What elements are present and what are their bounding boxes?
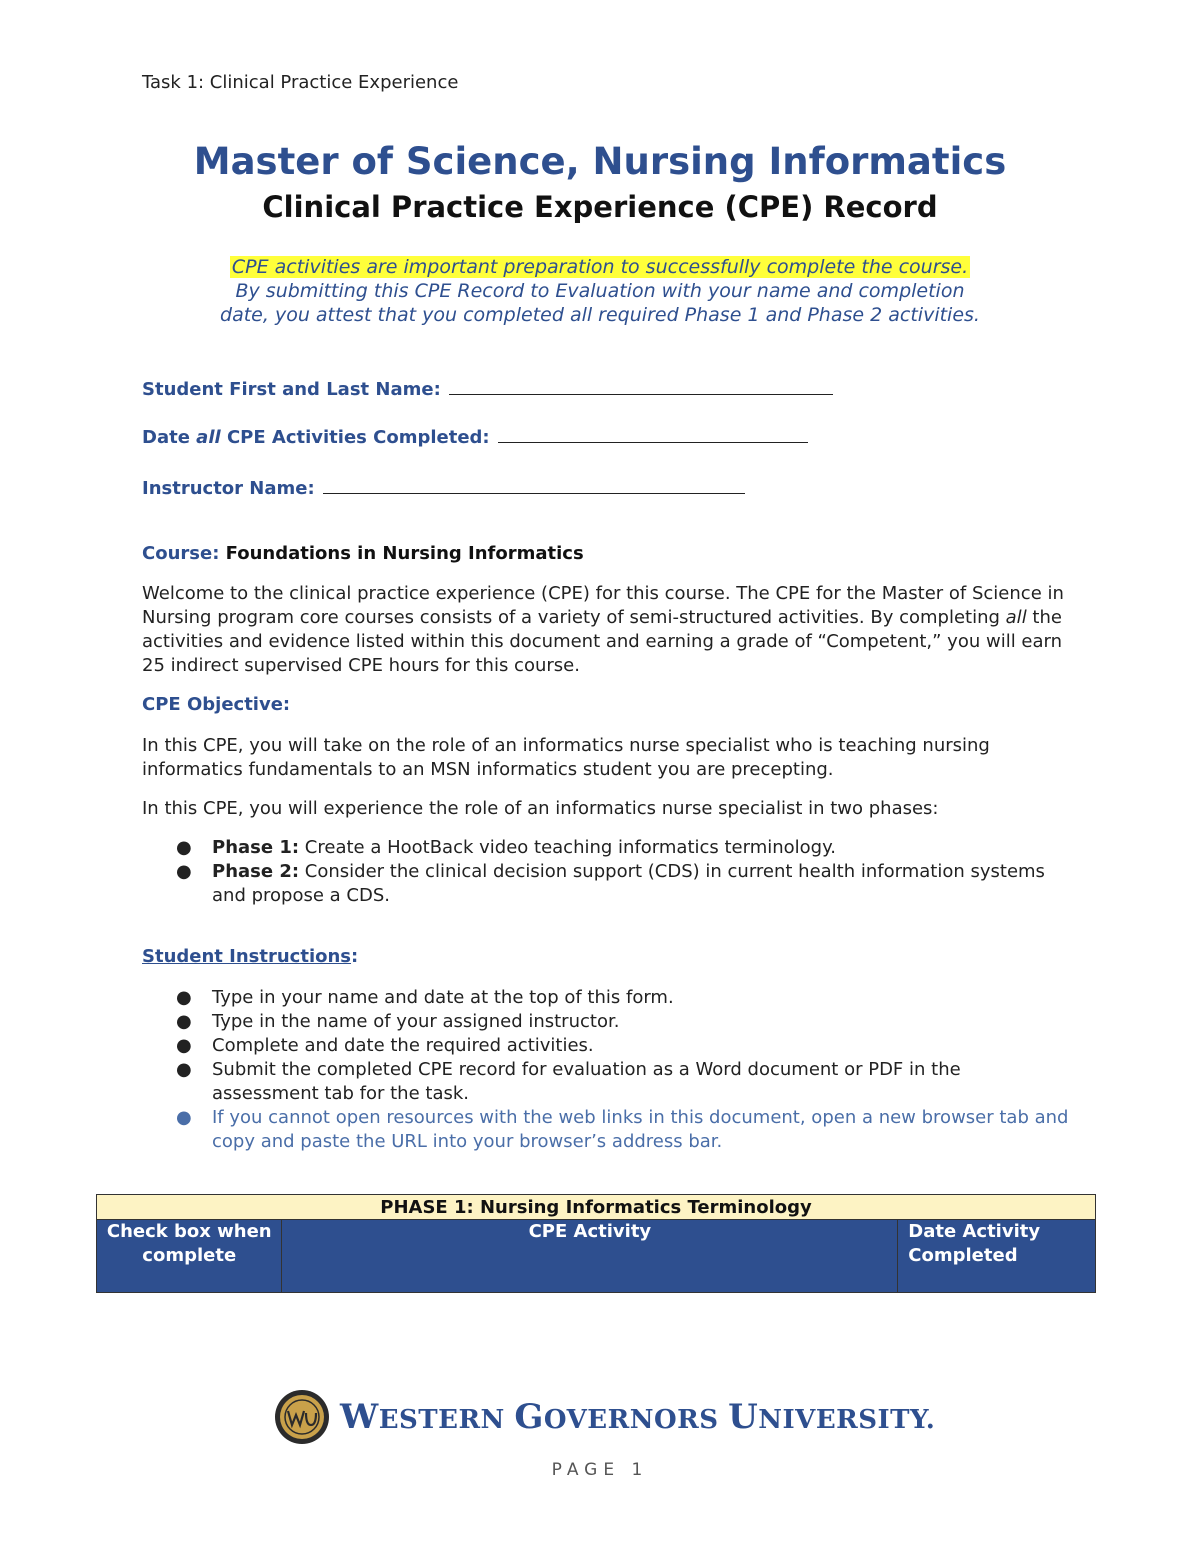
welcome-text-1: Welcome to the clinical practice experience (CPE) for this course. The CPE for the Master of Science in Nursing program core courses consists of a variety of semi-structured activities. By completing [142, 583, 1064, 628]
wgu-logo [274, 1389, 934, 1447]
phase-list-item [170, 860, 1070, 908]
completion-date-label-pre: Date [142, 427, 197, 448]
instructor-name-label: Instructor Name: [142, 478, 315, 499]
table-header-row [97, 1220, 1096, 1293]
course-value: Foundations in Nursing Informatics [219, 543, 584, 564]
course-line [142, 543, 584, 564]
notice-line-1 [0, 256, 1200, 278]
list-item [170, 1034, 1070, 1058]
bullet-icon: ● [176, 837, 192, 858]
instruction-text: If you cannot open resources with the web links in this document, open a new browser tab and copy and paste the URL into your browser’s address bar. [212, 1107, 1069, 1152]
bullet-icon: ● [176, 861, 192, 882]
welcome-paragraph [142, 582, 1072, 678]
completion-date-field [142, 427, 808, 448]
phase-title-cell: PHASE 1: Nursing Informatics Terminology [97, 1195, 1096, 1220]
objective-paragraph-2: In this CPE, you will experience the role of an informatics nurse specialist in two phases: [142, 798, 939, 819]
completion-date-label-post: CPE Activities Completed: [220, 427, 490, 448]
student-name-label: Student First and Last Name: [142, 379, 441, 400]
header-task-label: Task 1: Clinical Practice Experience [142, 72, 459, 93]
completion-date-input-line[interactable] [498, 428, 808, 443]
phase-list [170, 836, 1070, 908]
bullet-icon: ● [176, 1035, 192, 1056]
student-name-field [142, 379, 833, 400]
header-date-column: Date Activity Completed [898, 1220, 1096, 1293]
wgu-wordmark: WESTERN GOVERNORS UNIVERSITY. [340, 1397, 936, 1437]
instruction-text: Submit the completed CPE record for evaluation as a Word document or PDF in the assessment tab for the task. [212, 1059, 961, 1104]
document-subtitle: Clinical Practice Experience (CPE) Record [262, 190, 938, 224]
phase-1-table [96, 1194, 1096, 1293]
course-label: Course: [142, 543, 220, 564]
bullet-icon: ● [176, 1107, 192, 1128]
bullet-icon: ● [176, 987, 192, 1008]
instructions-heading [142, 946, 358, 967]
student-name-input-line[interactable] [449, 380, 833, 395]
phase-label: Phase 1: [212, 837, 300, 858]
instruction-text: Type in your name and date at the top of this form. [212, 987, 674, 1008]
phase-label: Phase 2: [212, 861, 300, 882]
objective-heading: CPE Objective: [142, 694, 291, 715]
phase-list-item [170, 836, 1070, 860]
instruction-text: Complete and date the required activities. [212, 1035, 594, 1056]
welcome-text-2: the activities and evidence listed within this document and earning a grade of “Competent,” you will earn 25 indirect supervised CPE hours for this course. [142, 607, 1063, 676]
notice-line-3: date, you attest that you completed all required Phase 1 and Phase 2 activities. [220, 304, 980, 326]
objective-paragraph-1: In this CPE, you will take on the role of an informatics nurse specialist who is teaching nursing informatics fundamentals to an MSN informatics student you are precepting. [142, 735, 990, 780]
header-checkbox-column: Check box when complete [97, 1220, 282, 1293]
instructions-list [170, 986, 1070, 1154]
completion-date-label-emphasis: all [196, 427, 221, 448]
list-item [170, 1058, 1070, 1106]
welcome-emphasis: all [1005, 607, 1027, 628]
document-title: Master of Science, Nursing Informatics [193, 140, 1007, 183]
wgu-seal-icon [274, 1389, 330, 1445]
phase-text: Create a HootBack video teaching informatics terminology. [299, 837, 836, 858]
phase-title-row [97, 1195, 1096, 1220]
phase-text: Consider the clinical decision support (CDS) in current health information systems and propose a CDS. [212, 861, 1045, 906]
instructor-name-field [142, 478, 745, 499]
notice-highlight: CPE activities are important preparation to successfully complete the course. [231, 256, 969, 278]
list-item [170, 986, 1070, 1010]
instruction-text: Type in the name of your assigned instructor. [212, 1011, 620, 1032]
instructor-name-input-line[interactable] [323, 479, 745, 494]
list-item [170, 1010, 1070, 1034]
instructions-heading-text: Student Instructions [142, 946, 352, 967]
notice-line-2: By submitting this CPE Record to Evaluation with your name and completion [235, 280, 965, 302]
header-activity-column: CPE Activity [282, 1220, 898, 1293]
bullet-icon: ● [176, 1059, 192, 1080]
list-item [170, 1106, 1070, 1154]
instructions-heading-colon: : [351, 946, 359, 967]
bullet-icon: ● [176, 1011, 192, 1032]
page-number: PAGE 1 [551, 1460, 649, 1480]
